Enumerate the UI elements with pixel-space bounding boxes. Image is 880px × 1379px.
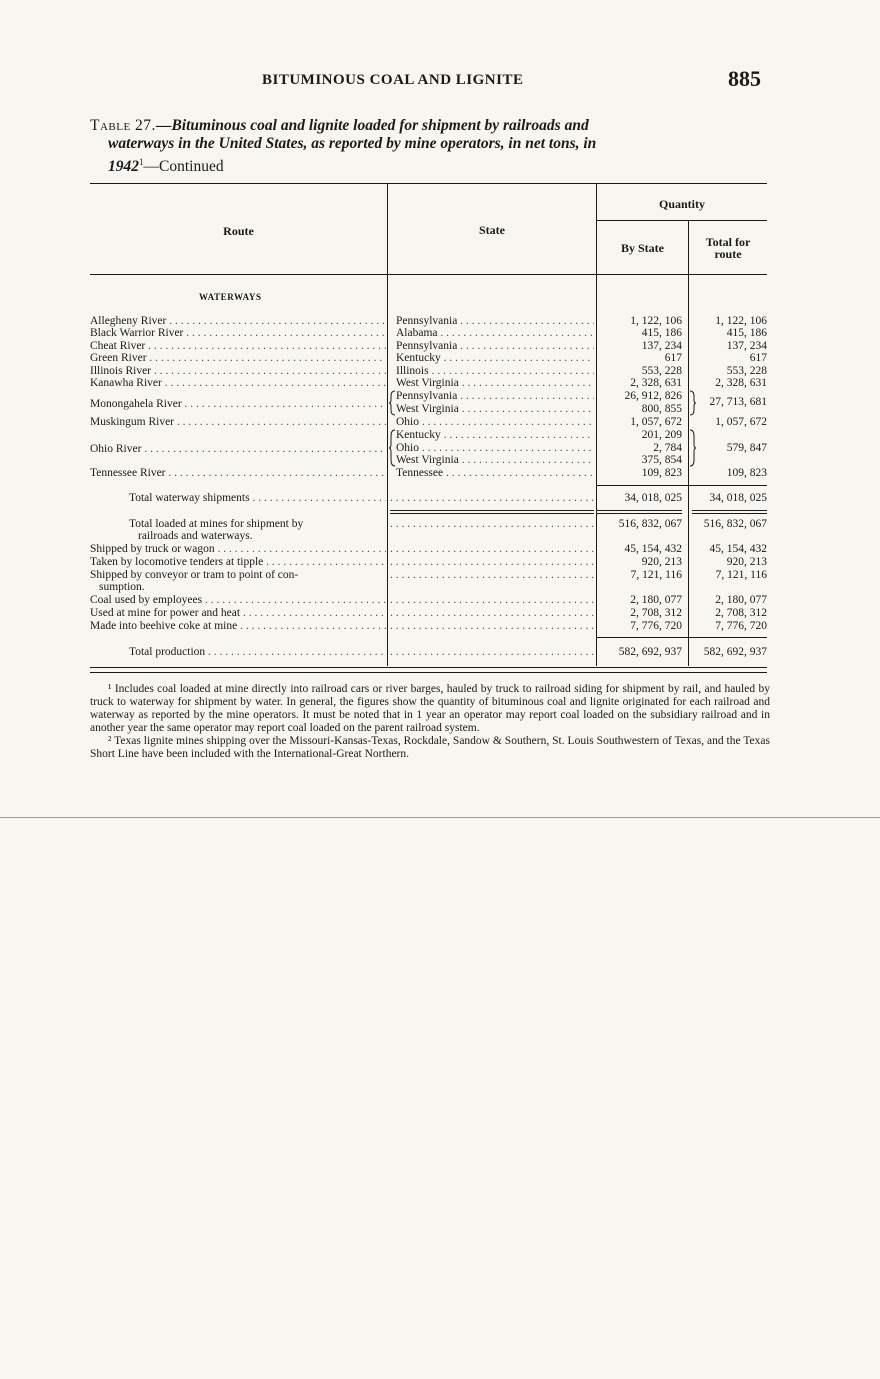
route-cell: Ohio River . . . bbox=[90, 443, 386, 455]
by-state-cell: 1, 122, 106 bbox=[630, 315, 682, 327]
by-state-cell: 7, 121, 116 bbox=[630, 569, 682, 581]
footnotes bbox=[90, 683, 770, 761]
total-cell: 27, 713, 681 bbox=[709, 396, 767, 408]
header-by-state: By State bbox=[621, 241, 664, 255]
subtotal-rule bbox=[597, 485, 767, 486]
header-total-route-2: route bbox=[714, 247, 742, 261]
state-cell: Pennsylvania . . . bbox=[396, 390, 594, 402]
header-total-route-1: Total for bbox=[705, 235, 751, 249]
route-cell: Used at mine for power and heat . . . bbox=[90, 607, 386, 619]
table-title-line1: Bituminous coal and lignite loaded for shipment by railroads and bbox=[171, 117, 589, 134]
by-state-cell: 617 bbox=[664, 352, 682, 364]
by-state-cell: 109, 823 bbox=[641, 467, 682, 479]
table-caption: Table 27.—Bituminous coal and lignite loaded for shipment by railroads and waterways in the United States, as reported by mine operators, in net tons, in 1942$^1$—Continued bbox=[90, 117, 597, 176]
section-label-waterways: WATERWAYS bbox=[199, 292, 262, 302]
by-state-cell: 201, 209 bbox=[641, 429, 682, 441]
by-state-cell: 2, 180, 077 bbox=[630, 594, 682, 606]
route-cell-cont: sumption. bbox=[99, 581, 145, 593]
by-state-cell: 415, 186 bbox=[641, 327, 682, 339]
state-cell: Ohio . . . bbox=[396, 442, 594, 454]
route-cell: Muskingum River . . . bbox=[90, 416, 386, 428]
right-brace-icon bbox=[689, 429, 697, 467]
total-cell: 7, 776, 720 bbox=[715, 620, 767, 632]
state-cell: West Virginia . . . bbox=[396, 377, 594, 389]
right-brace-icon bbox=[689, 390, 697, 416]
by-state-cell: 375, 854 bbox=[641, 454, 682, 466]
total-cell: 2, 708, 312 bbox=[715, 607, 767, 619]
state-cell-empty bbox=[390, 569, 594, 581]
table-title-year: 1942 bbox=[108, 158, 139, 176]
state-cell: Pennsylvania . . . bbox=[396, 340, 594, 352]
total-waterway-label: Total waterway shipments . . . bbox=[129, 492, 386, 504]
route-cell: Allegheny River . . . bbox=[90, 315, 386, 327]
by-state-cell: 45, 154, 432 bbox=[624, 543, 682, 555]
header-state: State bbox=[479, 223, 505, 237]
route-cell: Tennessee River . . . bbox=[90, 467, 386, 479]
total-cell: 516, 832, 067 bbox=[703, 518, 767, 530]
total-cell: 45, 154, 432 bbox=[709, 543, 767, 555]
by-state-cell: 137, 234 bbox=[641, 340, 682, 352]
total-cell: 415, 186 bbox=[726, 327, 767, 339]
route-cell: Green River . . . bbox=[90, 352, 386, 364]
table-label: Table 27. bbox=[90, 117, 156, 134]
total-cell: 920, 213 bbox=[726, 556, 767, 568]
page-number: 885 bbox=[728, 66, 761, 91]
total-cell: 34, 018, 025 bbox=[709, 492, 767, 504]
route-cell: Made into beehive coke at mine . . . bbox=[90, 620, 386, 632]
left-brace-icon bbox=[388, 390, 396, 416]
route-cell: Taken by locomotive tenders at tipple . . . bbox=[90, 556, 386, 568]
by-state-cell: 553, 228 bbox=[641, 365, 682, 377]
footnote-2: ² Texas lignite mines shipping over the Missouri-Kansas-Texas, Rockdale, Sandow & Southern, St. Louis Southwestern of Texas, and the Texas Short Line have been included with the International-Great Northern. bbox=[90, 735, 770, 760]
footnote-ref: 1 bbox=[139, 157, 144, 167]
total-cell: 1, 057, 672 bbox=[715, 416, 767, 428]
by-state-cell: 582, 692, 937 bbox=[618, 646, 682, 658]
state-cell-empty bbox=[390, 607, 594, 619]
route-cell: Kanawha River . . . bbox=[90, 377, 386, 389]
total-cell: 7, 121, 116 bbox=[715, 569, 767, 581]
continued-label: —Continued bbox=[143, 158, 224, 176]
state-cell: Illinois . . . bbox=[396, 365, 594, 377]
total-cell: 553, 228 bbox=[726, 365, 767, 377]
route-cell: Shipped by conveyor or tram to point of con- bbox=[90, 569, 299, 581]
state-cell: Tennessee . . . bbox=[396, 467, 594, 479]
route-cell: Coal used by employees . . . bbox=[90, 594, 386, 606]
header-route: Route bbox=[223, 224, 254, 238]
page-fold-line bbox=[0, 817, 880, 818]
table-title-line2: waterways in the United States, as reported by mine operators, in net tons, in bbox=[108, 135, 597, 152]
total-cell: 2, 328, 631 bbox=[715, 377, 767, 389]
by-state-cell: 800, 855 bbox=[641, 403, 682, 415]
total-cell: 582, 692, 937 bbox=[703, 646, 767, 658]
total-cell: 137, 234 bbox=[726, 340, 767, 352]
state-cell-empty bbox=[390, 594, 594, 606]
footnote-1: ¹ Includes coal loaded at mine directly into railroad cars or river barges, hauled by truck to railroad siding for shipment by rail, and hauled by truck to waterway for shipment by water. In general, the figures show the quantity of bituminous coal and lignite originated for each railroad and waterway as reported by the mine operators. It must be noted that in 1 year an operator may report coal loaded on the subsidiary railroad and in another year the same operator may report coal loaded on the parent railroad system. bbox=[90, 683, 770, 734]
by-state-cell: 26, 912, 826 bbox=[624, 390, 682, 402]
state-cell: Alabama . . . bbox=[396, 327, 594, 339]
by-state-cell: 1, 057, 672 bbox=[630, 416, 682, 428]
state-cell: West Virginia . . . bbox=[396, 454, 594, 466]
total-cell: 2, 180, 077 bbox=[715, 594, 767, 606]
state-cell-empty bbox=[390, 492, 594, 504]
total-cell: 1, 122, 106 bbox=[715, 315, 767, 327]
total-loaded-label-2: railroads and waterways. bbox=[138, 530, 253, 542]
state-cell: Kentucky . . . bbox=[396, 429, 594, 441]
state-cell: Ohio . . . bbox=[396, 416, 594, 428]
route-cell: Monongahela River . . . bbox=[90, 398, 386, 410]
by-state-cell: 2, 784 bbox=[653, 442, 682, 454]
by-state-cell: 2, 708, 312 bbox=[630, 607, 682, 619]
route-cell: Black Warrior River . . . bbox=[90, 327, 386, 339]
double-rule bbox=[597, 510, 682, 514]
double-rule bbox=[390, 510, 594, 514]
state-cell: Pennsylvania . . . bbox=[396, 315, 594, 327]
total-production-label: Total production . . . bbox=[129, 646, 386, 658]
state-cell-empty bbox=[390, 518, 594, 530]
by-state-cell: 34, 018, 025 bbox=[624, 492, 682, 504]
total-cell: 109, 823 bbox=[726, 467, 767, 479]
state-cell: West Virginia . . . bbox=[396, 403, 594, 415]
running-head: BITUMINOUS COAL AND LIGNITE bbox=[262, 72, 524, 88]
subtotal-rule bbox=[597, 637, 767, 638]
state-cell-empty bbox=[390, 543, 594, 555]
total-cell: 579, 847 bbox=[726, 442, 767, 454]
route-cell: Shipped by truck or wagon . . . bbox=[90, 543, 386, 555]
left-brace-icon bbox=[388, 429, 396, 467]
by-state-cell: 7, 776, 720 bbox=[630, 620, 682, 632]
state-cell-empty bbox=[390, 646, 594, 658]
state-cell-empty bbox=[390, 620, 594, 632]
double-rule bbox=[692, 510, 767, 514]
total-cell: 617 bbox=[749, 352, 767, 364]
by-state-cell: 516, 832, 067 bbox=[618, 518, 682, 530]
by-state-cell: 2, 328, 631 bbox=[630, 377, 682, 389]
header-quantity: Quantity bbox=[658, 197, 705, 211]
route-cell: Illinois River . . . bbox=[90, 365, 386, 377]
total-loaded-label: Total loaded at mines for shipment by bbox=[129, 518, 304, 530]
state-cell-empty bbox=[390, 556, 594, 568]
by-state-cell: 920, 213 bbox=[641, 556, 682, 568]
state-cell: Kentucky . . . bbox=[396, 352, 594, 364]
route-cell: Cheat River . . . bbox=[90, 340, 386, 352]
